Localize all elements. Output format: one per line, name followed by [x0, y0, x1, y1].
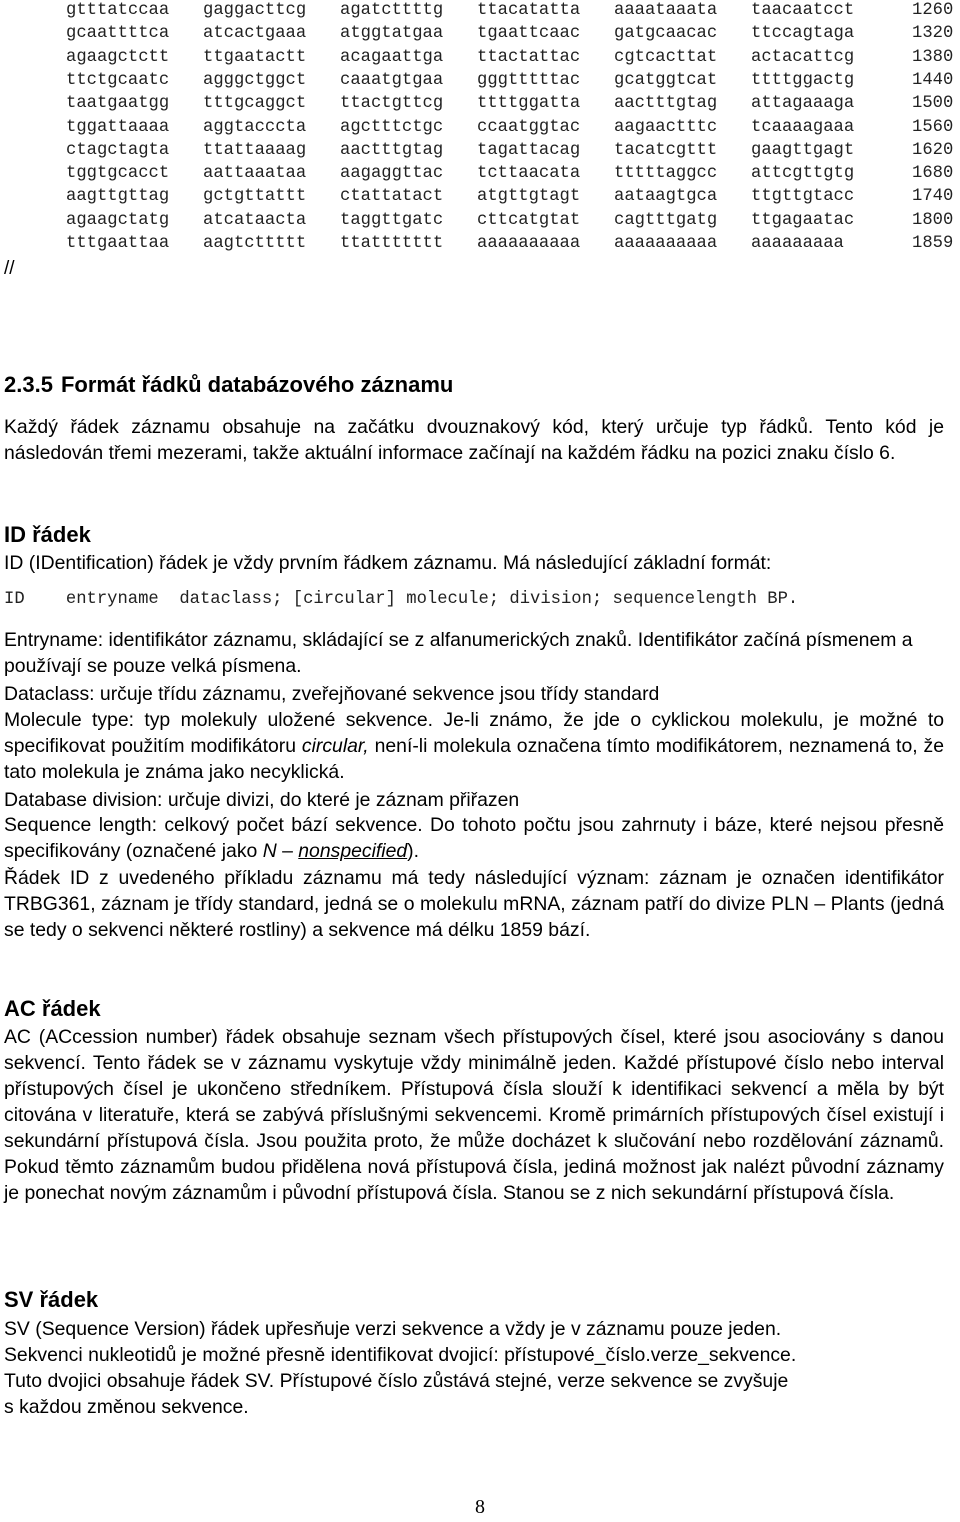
sequence-group: tacatcgttt	[614, 140, 718, 160]
id-description: ID (IDentification) řádek je vždy prvním řádkem záznamu. Má následující základní formát:	[4, 552, 772, 574]
id-example: Řádek ID z uvedeného příkladu záznamu má tedy následující význam: záznam je označen identifikátor TRBG361, záznam je třídy standard, jedná se o molekulu mRNA, záznam patří do divize PLN – Plants (jedná se tedy o sekvenci některé rostliny) a sekvence má délku 1859 bází.	[4, 867, 944, 941]
sequence-row	[0, 232, 960, 255]
sequence-row	[0, 69, 960, 92]
sequence-group: tagattacag	[477, 140, 581, 160]
molecule-text-b: není-li molekula označena tímto modifikátorem, neznamená to, že tato molekula je známa jako necyklická.	[4, 735, 944, 783]
sequence-group: atcactgaaa	[203, 24, 307, 44]
page-number: 8	[475, 1496, 485, 1518]
sequence-group: tcaaaagaaa	[751, 117, 855, 137]
n-term: N	[262, 840, 277, 862]
sequence-row	[0, 209, 960, 232]
sequence-group: aaaaaaaaa	[751, 234, 844, 253]
sequence-group: cgtcacttat	[614, 47, 718, 67]
sequence-group: gatgcaacac	[614, 24, 718, 44]
sequence-group: ttacatatta	[477, 1, 581, 20]
ac-heading: AC řádek	[4, 996, 101, 1021]
sequence-group: atgttgtagt	[477, 187, 581, 207]
id-heading: ID řádek	[4, 522, 91, 547]
sequence-group: cagtttgatg	[614, 210, 718, 230]
sequence-group: ccaatggtac	[477, 117, 581, 137]
seqlength-text-a: Sequence length: celkový počet bází sekvence. Do tohoto počtu jsou zahrnuty i báze, které nejsou přesně specifikovány (označené jako	[4, 814, 944, 862]
sequence-group: aaaaaaaaaa	[614, 234, 718, 253]
sequence-group: ttactattac	[477, 47, 581, 67]
sequence-group: tttttaggcc	[614, 164, 718, 184]
sequence-group: aactttgtag	[614, 94, 718, 114]
sequence-row	[0, 162, 960, 185]
sequence-group: ctagctagta	[66, 140, 170, 160]
sequence-group: aactttgtag	[340, 140, 444, 160]
sequence-row	[0, 185, 960, 208]
sequence-group: ttgagaatac	[751, 210, 855, 230]
id-format: ID entryname dataclass; [circular] molecule; division; sequencelength BP.	[4, 590, 799, 609]
sequence-row	[0, 0, 960, 22]
sequence-group: ttttggatta	[477, 94, 581, 114]
sequence-group: gggtttttac	[477, 70, 581, 90]
sequence-group: atggtatgaa	[340, 24, 444, 44]
sequence-group: ctattatact	[340, 187, 444, 207]
sequence-group: aataagtgca	[614, 187, 718, 207]
dash: –	[276, 840, 299, 862]
sequence-group: aagttgttag	[66, 187, 170, 207]
sequence-group: aattaaataa	[203, 164, 307, 184]
sequence-position: 1380	[912, 47, 954, 67]
seqlength-text-b: ).	[407, 840, 420, 862]
sequence-group: attcgttgtg	[751, 164, 855, 184]
section-title: Formát řádků databázového záznamu	[60, 372, 454, 397]
sequence-position: 1500	[912, 94, 954, 114]
circular-term: circular,	[301, 735, 369, 757]
sv-line-3: Tuto dvojici obsahuje řádek SV. Přístupové číslo zůstává stejné, verze sekvence se zvyšuje	[4, 1370, 789, 1392]
sequence-position: 1260	[912, 1, 954, 20]
sv-line-1: SV (Sequence Version) řádek upřesňuje verzi sekvence a vždy je v záznamu pouze jeden.	[4, 1318, 782, 1340]
sequence-group: ttccagtaga	[751, 24, 855, 44]
sequence-row	[0, 116, 960, 139]
sequence-group: agctttctgc	[340, 117, 444, 137]
dataclass-definition: Dataclass: určuje třídu záznamu, zveřejňované sekvence jsou třídy standard	[4, 683, 660, 705]
sequence-group: aagtcttttt	[203, 234, 307, 253]
sv-heading: SV řádek	[4, 1287, 99, 1312]
sequence-group: ttactgttcg	[340, 94, 444, 114]
sequence-position: 1620	[912, 140, 954, 160]
sequence-group: agaagctatg	[66, 210, 170, 230]
section-heading	[4, 372, 453, 398]
section-intro: Každý řádek záznamu obsahuje na začátku dvouznakový kód, který určuje typ řádků. Tento kód je následován třemi mezerami, takže aktuální informace začínají na každém řádku na pozici znaku číslo 6.	[4, 416, 944, 464]
sequence-group: cttcatgtat	[477, 210, 581, 230]
sequence-group: actacattcg	[751, 47, 855, 67]
sequence-group: aagaggttac	[340, 164, 444, 184]
ac-description: AC (ACcession number) řádek obsahuje seznam všech přístupových čísel, které jsou asociovány s danou sekvencí. Tento řádek se v záznamu vyskytuje vždy minimálně jeden. Každé přístupové číslo nebo interval přístupových čísel je ukončeno středníkem. Přístupová čísla slouží k identifikaci sekvencí a měla by být citována v literatuře, která se zabývá příslušnými sekvencemi. Kromě primárních přístupových čísel existují i sekundární přístupová čísla. Jsou použita proto, že může docházet k slučování nebo rozdělování záznamů. Pokud těmto záznamům budou přidělena nová přístupová čísla, jediná možnost jak nalézt původní záznamy je ponechat novým záznamům i původní přístupová čísla. Stanou se z nich sekundární přístupová čísla.	[4, 1026, 944, 1204]
sequence-group: taggttgatc	[340, 210, 444, 230]
sequence-group: aggtacccta	[203, 117, 307, 137]
sequence-group: taatgaatgg	[66, 94, 170, 114]
sequence-group: taacaatcct	[751, 1, 855, 20]
section-number: 2.3.5	[4, 372, 53, 397]
seqlength-definition	[4, 812, 944, 864]
sequence-group: gaggacttcg	[203, 1, 307, 20]
sequence-group: gaagttgagt	[751, 140, 855, 160]
entryname-definition: Entryname: identifikátor záznamu, skládající se z alfanumerických znaků. Identifikátor začíná písmenem a používají se pouze velká písmena.	[4, 629, 913, 677]
sv-line-4: s každou změnou sekvence.	[4, 1396, 249, 1418]
sequence-group: tcttaacata	[477, 164, 581, 184]
sequence-row	[0, 92, 960, 115]
sequence-group: gctgttattt	[203, 187, 307, 207]
sequence-group: ttgaatactt	[203, 47, 307, 67]
sequence-group: gcaattttca	[66, 24, 170, 44]
sequence-group: gcatggtcat	[614, 70, 718, 90]
sequence-group: ttattttttt	[340, 234, 444, 253]
sequence-position: 1800	[912, 210, 954, 230]
sequence-position: 1680	[912, 164, 954, 184]
sequence-group: ttctgcaatc	[66, 70, 170, 90]
sequence-group: ttttggactg	[751, 70, 855, 90]
sequence-group: aagaactttc	[614, 117, 718, 137]
sequence-group: ttgttgtacc	[751, 187, 855, 207]
sequence-group: tggtgcacct	[66, 164, 170, 184]
sequence-position: 1440	[912, 70, 954, 90]
sequence-group: acagaattga	[340, 47, 444, 67]
sequence-group: agggctggct	[203, 70, 307, 90]
sequence-group: tttgaattaa	[66, 234, 170, 253]
sequence-group: attagaaaga	[751, 94, 855, 114]
sequence-group: tgaattcaac	[477, 24, 581, 44]
molecule-text-a: Molecule type: typ molekuly uložené sekvence. Je-li známo, že jde o cyklickou molekulu, je možné to specifikovat použitím modifikátoru	[4, 709, 944, 757]
sequence-position: 1740	[912, 187, 954, 207]
sequence-position: 1859	[912, 234, 954, 253]
sequence-group: gtttatccaa	[66, 1, 170, 20]
sequence-group: agatcttttg	[340, 1, 444, 20]
molecule-definition	[4, 707, 944, 785]
sv-line-2: Sekvenci nukleotidů je možné přesně identifikovat dvojicí: přístupové_číslo.verze_sekvence.	[4, 1344, 797, 1366]
sequence-group: aaaataaata	[614, 1, 718, 20]
sequence-group: ttattaaaag	[203, 140, 307, 160]
end-marker: //	[4, 258, 15, 279]
sequence-row	[0, 46, 960, 69]
sequence-group: tttgcaggct	[203, 94, 307, 114]
sequence-group: aaaaaaaaaa	[477, 234, 581, 253]
sequence-group: atcataacta	[203, 210, 307, 230]
sequence-row	[0, 22, 960, 45]
division-definition: Database division: určuje divizi, do které je záznam přiřazen	[4, 789, 520, 811]
sequence-group: agaagctctt	[66, 47, 170, 67]
sequence-position: 1560	[912, 117, 954, 137]
sequence-group: caaatgtgaa	[340, 70, 444, 90]
sequence-row	[0, 139, 960, 162]
sequence-group: tggattaaaa	[66, 117, 170, 137]
sequence-position: 1320	[912, 24, 954, 44]
nonspecified-term: nonspecified	[298, 840, 408, 862]
